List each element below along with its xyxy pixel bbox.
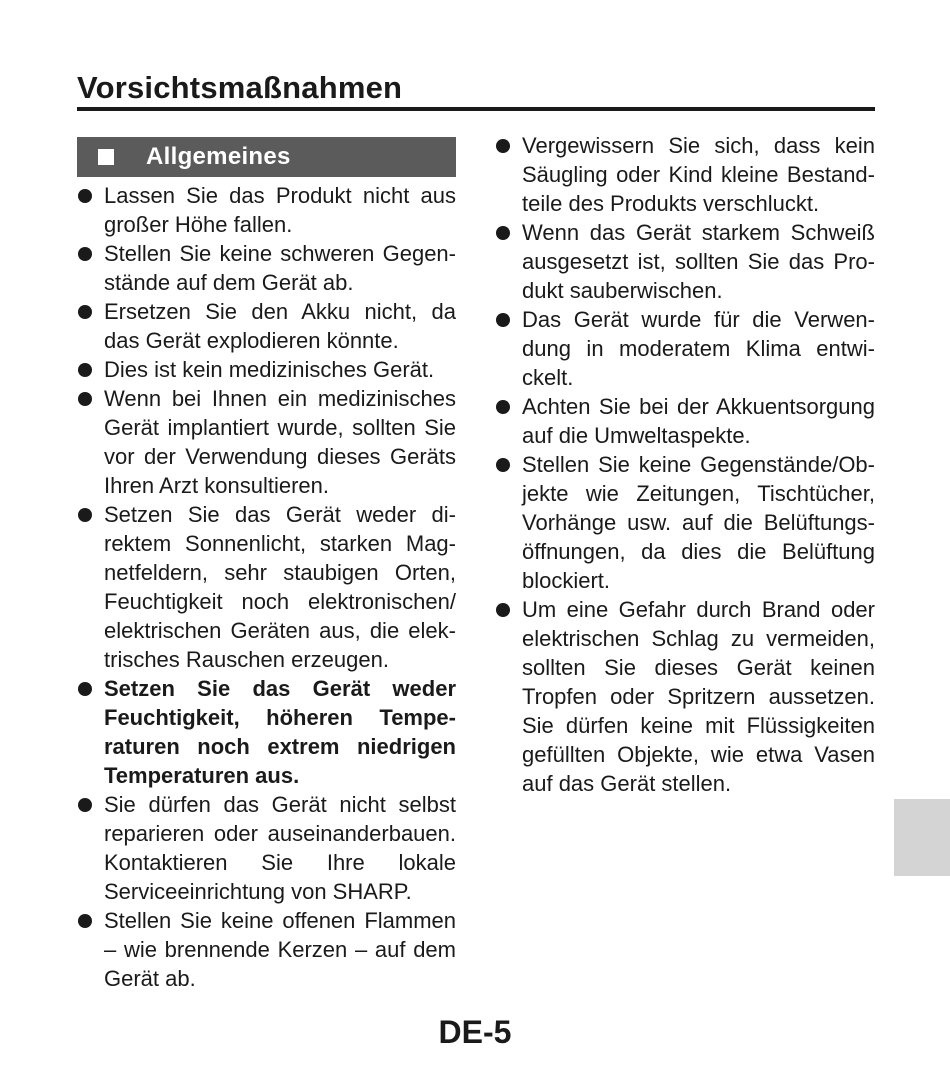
- left-column: [77, 181, 456, 993]
- list-item: [77, 297, 456, 355]
- list-item: [77, 239, 456, 297]
- list-item-text: Setzen Sie das Gerät weder Feuchtigkeit, höheren Temperaturen noch extrem niedrigen Temperaturen aus.: [104, 676, 456, 788]
- bullet-icon: [496, 313, 510, 327]
- list-item-text: Vergewissern Sie sich, dass kein Säugling oder Kind kleine Bestandteile des Produkts verschluckt.: [522, 133, 875, 216]
- bullet-icon: [496, 400, 510, 414]
- list-item: [495, 218, 875, 305]
- list-item: [495, 595, 875, 798]
- right-column: [495, 131, 875, 798]
- list-item-text: Wenn das Gerät starkem Schweiß ausgesetzt ist, sollten Sie das Produkt sauberwischen.: [522, 220, 875, 303]
- bullet-icon: [78, 682, 92, 696]
- list-item-text: Lassen Sie das Produkt nicht aus großer Höhe fallen.: [104, 183, 456, 237]
- list-item: [495, 450, 875, 595]
- list-item-text: Dies ist kein medizinisches Gerät.: [104, 357, 435, 382]
- list-item-text: Das Gerät wurde für die Verwendung in moderatem Klima entwickelt.: [522, 307, 875, 390]
- page-number: DE-5: [438, 1014, 512, 1050]
- bullet-icon: [78, 392, 92, 406]
- bullet-icon: [496, 139, 510, 153]
- list-item: [495, 131, 875, 218]
- bullet-icon: [78, 914, 92, 928]
- bullet-icon: [496, 458, 510, 472]
- bullet-icon: [78, 305, 92, 319]
- title-divider: [77, 107, 875, 111]
- list-item: [77, 355, 456, 384]
- list-item: [77, 790, 456, 906]
- list-item: [495, 305, 875, 392]
- list-item-text: Setzen Sie das Gerät weder direktem Sonnenlicht, starken Magnetfeldern, sehr staubigen Orten, Feuchtigkeit noch elektronischen/ elektrischen Geräten aus, die elektrisches Rauschen erzeugen.: [104, 502, 456, 672]
- list-item-text: Um eine Gefahr durch Brand oder elektrischen Schlag zu vermeiden, sollten Sie dieses Gerät keinen Tropfen oder Spritzern aussetzen. Sie dürfen keine mit Flüssigkeiten gefüllten Objekte, wie etwa Vasen auf das Gerät stellen.: [522, 597, 875, 796]
- bullet-icon: [78, 508, 92, 522]
- list-item: [77, 906, 456, 993]
- bullet-icon: [78, 798, 92, 812]
- list-item-bold: [77, 674, 456, 790]
- list-item-text: Ersetzen Sie den Akku nicht, da das Gerät explodieren könnte.: [104, 299, 456, 353]
- bullet-icon: [78, 189, 92, 203]
- list-item-text: Stellen Sie keine Gegenstände/Objekte wie Zeitungen, Tischtücher, Vorhänge usw. auf die Belüftungsöffnungen, da dies die Belüftung blockiert.: [522, 452, 875, 593]
- page-title: Vorsichtsmaßnahmen: [77, 70, 403, 105]
- bullet-icon: [78, 247, 92, 261]
- language-tab-marker: [894, 799, 950, 876]
- section-header: [77, 137, 456, 177]
- list-item: [77, 181, 456, 239]
- list-item-text: Stellen Sie keine schweren Gegenstände auf dem Gerät ab.: [104, 241, 456, 295]
- list-item-text: Stellen Sie keine offenen Flammen – wie brennende Kerzen – auf dem Gerät ab.: [104, 908, 456, 991]
- list-item: [495, 392, 875, 450]
- square-bullet-icon: [98, 149, 114, 165]
- bullet-icon: [78, 363, 92, 377]
- list-item-text: Sie dürfen das Gerät nicht selbst reparieren oder auseinanderbauen. Kontaktieren Sie Ihre lokale Serviceeinrichtung von SHARP.: [104, 792, 456, 904]
- bullet-icon: [496, 603, 510, 617]
- bullet-icon: [496, 226, 510, 240]
- list-item: [77, 384, 456, 500]
- list-item: [77, 500, 456, 674]
- section-title: Allgemeines: [146, 143, 291, 170]
- list-item-text: Wenn bei Ihnen ein medizinisches Gerät implantiert wurde, sollten Sie vor der Verwendung dieses Geräts Ihren Arzt konsultieren.: [104, 386, 456, 498]
- list-item-text: Achten Sie bei der Akkuentsorgung auf die Umweltaspekte.: [522, 394, 875, 448]
